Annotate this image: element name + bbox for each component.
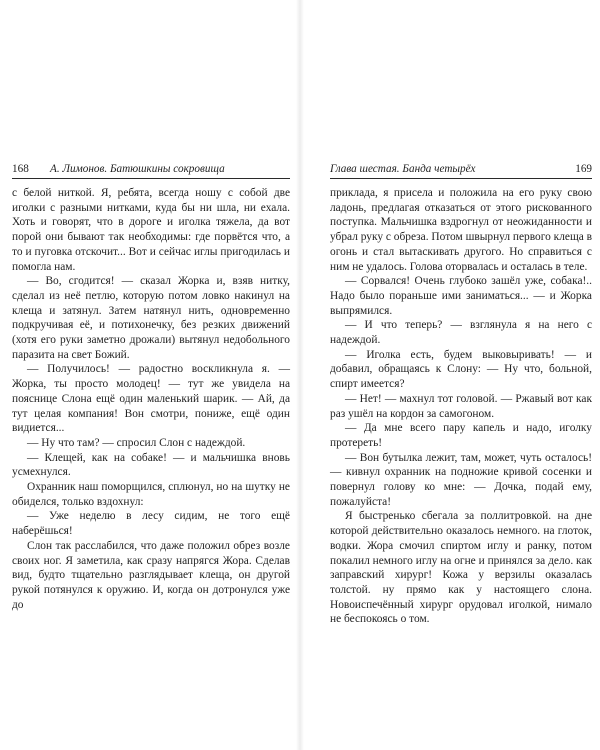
paragraph: — Иголка есть, будем выковыривать! — и добавил, обращаясь к Слону: — Ну что, больной, спирт имеется?	[330, 348, 592, 391]
paragraph: — Ну что там? — спросил Слон с надеждой.	[27, 436, 246, 449]
paragraph: — Да мне всего пару капель и надо, иголку протереть!	[330, 422, 592, 449]
paragraph: — Получилось! — радостно воскликнула я. — Жорка, ты просто молодец! — тут же увидела на пояснице Слона ещё один маленький шарик. — Ай, да тут целая компания! Вон смотри, пониже, ещё один видиется...	[12, 363, 290, 435]
left-running-header	[12, 160, 290, 178]
paragraph: — Нет! — махнул тот головой. — Ржавый вот как раз ушёл на кордон за самогоном.	[330, 392, 592, 420]
paragraph: Слон так расслабился, что даже положил обрез возле своих ног. Я заметила, как сразу напрягся Жора. Сделав вид, будто тщательно разглядывает клеща, он другой рукой потянулся к оружию. И, когда он дотронулся уже до	[12, 539, 290, 611]
left-page-number: 168	[12, 163, 29, 175]
paragraph: с белой ниткой. Я, ребята, всегда ношу с собой две иголки с разными нитками, куда бы ни шла, ни ехала. Хоть и говорят, что в дороге и иголка тяжела, да вот порой они бывают так необходимы: где порвётся что, а то и пуговка отскочит... Вот и сейчас иглы пригодилась и помогла нам.	[12, 187, 290, 273]
right-running-header	[330, 160, 592, 178]
paragraph: — Вон бутылка лежит, там, может, чуть осталось! — кивнул охранник на подножие кривой сосенки и повернул голову ко мне: — Дочка, подай ему, пожалуйста!	[330, 451, 592, 508]
paragraph: — И что теперь? — взглянула я на него с надеждой.	[330, 319, 592, 347]
paragraph: — Клещей, как на собаке! — и мальчишка вновь усмехнулся.	[12, 451, 290, 479]
left-running-head	[50, 160, 225, 178]
paragraph: Охранник наш поморщился, сплюнул, но на шутку не обиделся, только вздохнул:	[12, 481, 290, 508]
right-page	[300, 0, 600, 750]
header-rule	[12, 178, 290, 179]
right-page-text	[330, 186, 592, 627]
right-page-number: 169	[575, 163, 592, 175]
running-head-book-title: Батюшкины сокровища	[109, 163, 225, 175]
header-rule	[330, 178, 592, 179]
paragraph: — Во, сгодится! — сказал Жорка и, взяв нитку, сделал из неё петлю, которую потом ловко накинул на клеща и затянул. Затем натянул нить, одновременно подкручивая её, и потихонечку, без резких движений (хотя его руки заметно дрожали) вытянул недобольного паразита на свет Божий.	[12, 275, 290, 361]
paragraph: — Сорвался! Очень глубоко зашёл уже, собака!.. Надо было пораньше ими заниматься... — и Жорка выпрямился.	[330, 275, 592, 317]
paragraph: Я быстренько сбегала за поллитровкой. на дне которой действительно оказалось немного. на глоток, водки. Жора смочил спиртом иглу и ранку, потом покалил немного иглу на огне и принялся за дело. как заправский хирург! Кожа у верзилы оказалась толстой. ну прямо как у настоящего слона. Новоиспечённый хирург орудовал иголкой, нимало не беспокоясь о том.	[330, 510, 592, 626]
running-head-author: А. Лимонов.	[50, 163, 108, 175]
paragraph: — Уже неделю в лесу сидим, не того ещё наберёшься!	[12, 510, 290, 538]
paragraph: приклада, я присела и положила на его руку свою ладонь, предлагая отказаться от этого рискованного поступка. Мальчишка вздрогнул от неожиданности и убрал руку с обреза. Потом швырнул первого клеща в огонь и стал вытаскивать другого. Но справиться с ним не удалось. Голова оторвалась и осталась в теле.	[330, 187, 592, 273]
right-running-head: Глава шестая. Банда четырёх	[330, 163, 476, 175]
left-page-text	[12, 186, 290, 612]
